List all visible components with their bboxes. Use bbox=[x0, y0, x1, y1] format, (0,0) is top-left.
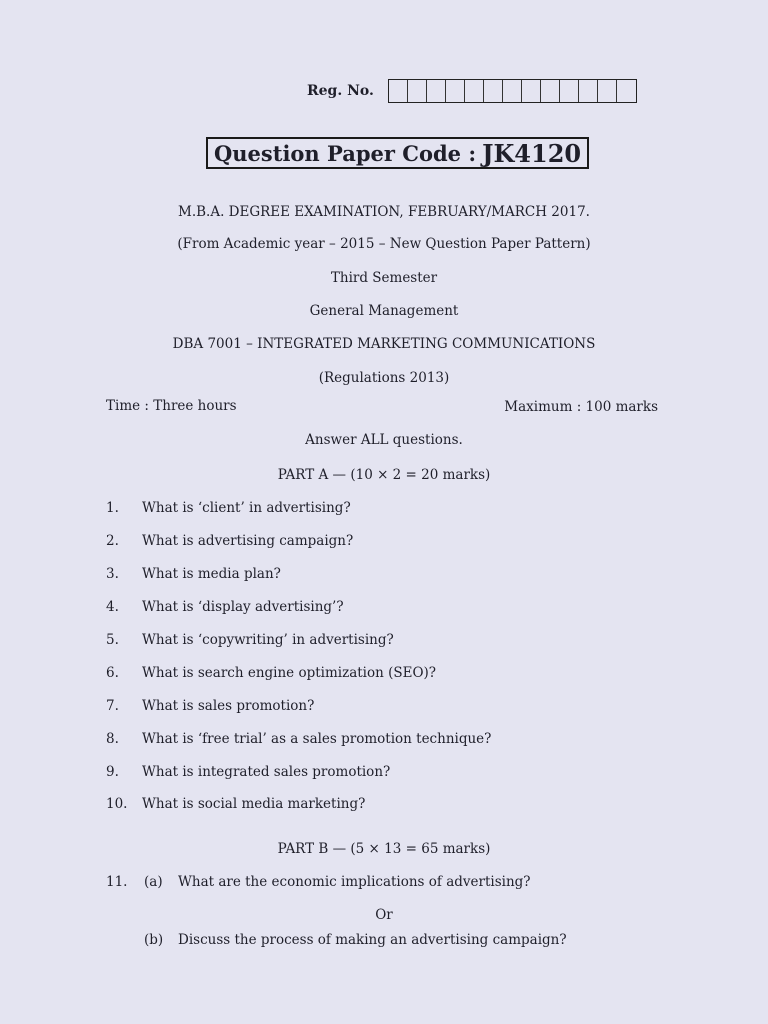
question-text: What is media plan? bbox=[142, 566, 281, 582]
option-a-label: (a) bbox=[144, 874, 163, 890]
question-text: What is sales promotion? bbox=[142, 698, 315, 714]
question-paper-code bbox=[206, 137, 589, 169]
reg-no bbox=[307, 78, 637, 104]
question-text: What is social media marketing? bbox=[142, 796, 366, 812]
code-label: Question Paper Code : bbox=[214, 140, 477, 166]
reg-no-label: Reg. No. bbox=[307, 83, 374, 99]
branch: General Management bbox=[309, 303, 459, 319]
part-a-title: PART A — (10 × 2 = 20 marks) bbox=[277, 467, 491, 483]
reg-no-box bbox=[465, 80, 484, 102]
reg-no-box bbox=[522, 80, 541, 102]
question-number: 5. bbox=[106, 632, 119, 648]
code-value: JK4120 bbox=[482, 138, 582, 168]
question-text: What is ‘display advertising’? bbox=[142, 599, 344, 615]
question-text: What is ‘copywriting’ in advertising? bbox=[142, 632, 394, 648]
reg-no-box bbox=[427, 80, 446, 102]
question-text: What is advertising campaign? bbox=[142, 533, 354, 549]
reg-no-boxes bbox=[388, 79, 637, 103]
or-divider: Or bbox=[375, 907, 393, 923]
exam-title: M.B.A. DEGREE EXAMINATION, FEBRUARY/MARCH 2017. bbox=[178, 204, 590, 220]
question-number: 1. bbox=[106, 500, 119, 516]
reg-no-box bbox=[579, 80, 598, 102]
reg-no-box bbox=[408, 80, 427, 102]
reg-no-box bbox=[484, 80, 503, 102]
reg-no-box bbox=[446, 80, 465, 102]
semester: Third Semester bbox=[330, 270, 438, 286]
question-number: 11. bbox=[106, 874, 128, 890]
reg-no-box bbox=[598, 80, 617, 102]
time-allowed: Time : Three hours bbox=[106, 398, 237, 414]
question-number: 4. bbox=[106, 599, 119, 615]
reg-no-box bbox=[503, 80, 522, 102]
question-number: 9. bbox=[106, 764, 119, 780]
subject: DBA 7001 – INTEGRATED MARKETING COMMUNICATIONS bbox=[172, 336, 596, 352]
question-text: What is ‘client’ in advertising? bbox=[142, 500, 351, 516]
question-number: 6. bbox=[106, 665, 119, 681]
maximum-marks: Maximum : 100 marks bbox=[504, 399, 658, 415]
regulations: (Regulations 2013) bbox=[318, 370, 450, 386]
reg-no-box bbox=[560, 80, 579, 102]
pattern-note: (From Academic year – 2015 – New Question Paper Pattern) bbox=[177, 236, 591, 252]
part-b-title: PART B — (5 × 13 = 65 marks) bbox=[277, 841, 491, 857]
reg-no-box bbox=[541, 80, 560, 102]
reg-no-box bbox=[617, 80, 636, 102]
question-number: 8. bbox=[106, 731, 119, 747]
question-text: What is search engine optimization (SEO)? bbox=[142, 665, 437, 681]
question-text: What is ‘free trial’ as a sales promotion technique? bbox=[142, 731, 492, 747]
option-b-label: (b) bbox=[144, 932, 164, 948]
reg-no-box bbox=[389, 80, 408, 102]
question-number: 10. bbox=[106, 796, 128, 812]
question-text: What is integrated sales promotion? bbox=[142, 764, 391, 780]
option-a-text: What are the economic implications of advertising? bbox=[178, 874, 531, 890]
option-b-text: Discuss the process of making an advertising campaign? bbox=[178, 932, 567, 948]
question-number: 3. bbox=[106, 566, 119, 582]
instruction: Answer ALL questions. bbox=[305, 432, 463, 448]
question-number: 7. bbox=[106, 698, 119, 714]
question-number: 2. bbox=[106, 533, 119, 549]
